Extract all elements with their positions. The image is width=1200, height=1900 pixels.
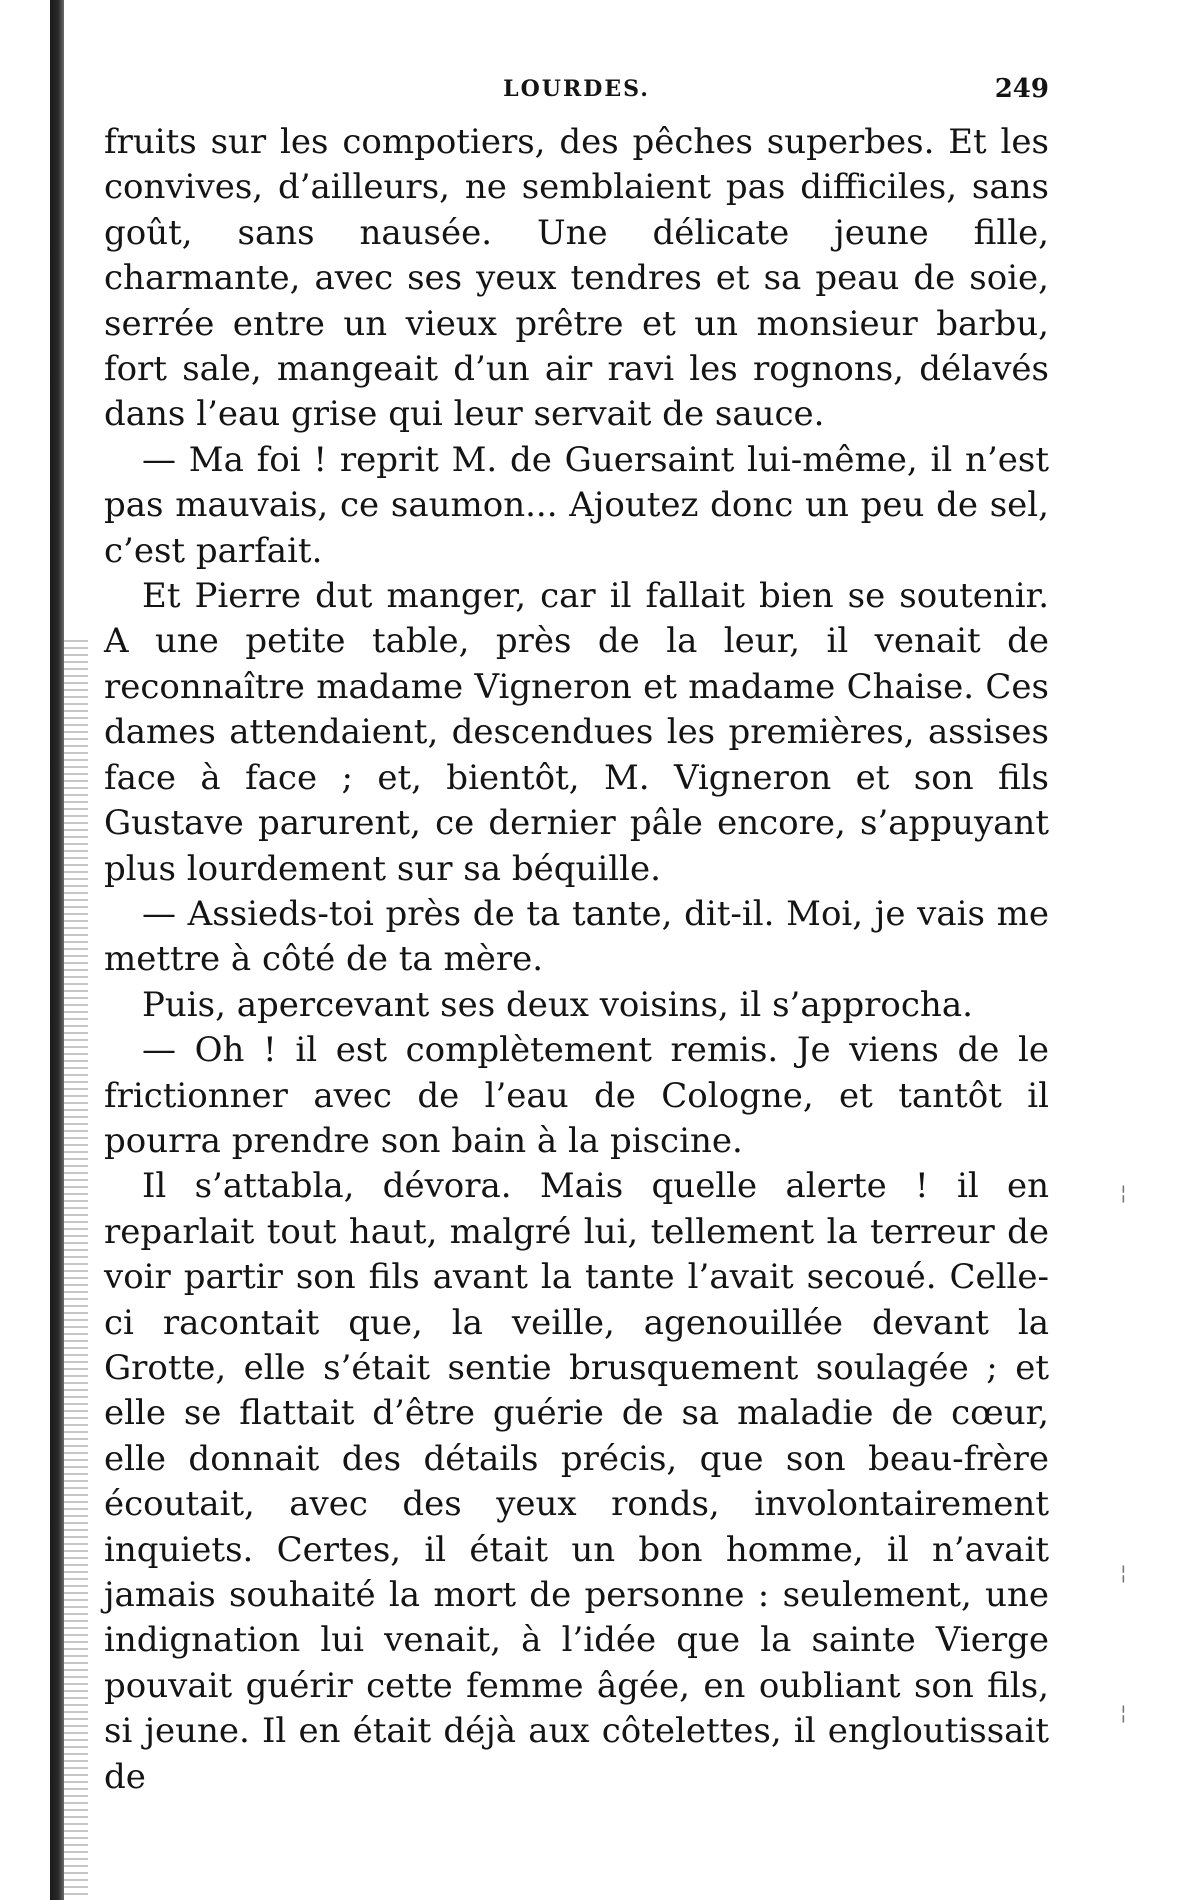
running-title: LOURDES. <box>503 76 650 102</box>
margin-speck: ¦ <box>1120 1180 1127 1204</box>
book-page <box>104 72 1049 1800</box>
page-binding-shadow <box>50 0 64 1900</box>
body-text <box>104 120 1049 1800</box>
page-number: 249 <box>994 74 1049 104</box>
paragraph-4: — Assieds-toi près de ta tante, dit-il. Moi, je vais me mettre à côté de ta mère. <box>104 893 1049 980</box>
paragraph-2: — Ma foi ! reprit M. de Guersaint lui-même, il n’est pas mauvais, ce saumon... Ajoutez donc un peu de sel, c’est parfait. <box>104 439 1049 571</box>
paragraph-1: fruits sur les compotiers, des pêches superbes. Et les convives, d’ailleurs, ne semblaient pas difficiles, sans goût, sans nausée. Une délicate jeune fille, charmante, avec ses yeux tendres et sa peau de soie, serrée entre un vieux prêtre et un monsieur barbu, fort sale, mangeait d’un air ravi les rognons, délavés dans l’eau grise qui leur servait de sauce. <box>104 122 1049 435</box>
paragraph-5: Puis, apercevant ses deux voisins, il s’approcha. <box>142 984 973 1025</box>
margin-speck: ¦ <box>1120 1560 1127 1584</box>
paragraph-3: Et Pierre dut manger, car il fallait bien se soutenir. A une petite table, près de la leur, il venait de reconnaître madame Vigneron et madame Chaise. Ces dames attendaient, descendues les premières, assises face à face ; et, bientôt, M. Vigneron et son fils Gustave parurent, ce dernier pâle encore, s’appuyant plus lourdement sur sa béquille. <box>104 576 1049 889</box>
paragraph-6: — Oh ! il est complètement remis. Je viens de le frictionner avec de l’eau de Cologne, et tantôt il pourra prendre son bain à la piscine. <box>104 1030 1049 1161</box>
running-header <box>104 72 1049 112</box>
margin-speck: ¦ <box>1120 1700 1127 1724</box>
page-edge-texture <box>64 640 88 1900</box>
paragraph-7: Il s’attabla, dévora. Mais quelle alerte ! il en reparlait tout haut, malgré lui, tellement la terreur de voir partir son fils avant la tante l’avait secoué. Celle-ci racontait que, la veille, agenouillée devant la Grotte, elle s’était sentie brusquement soulagée ; et elle se flattait d’être guérie de sa maladie de cœur, elle donnait des détails précis, que son beau-frère écoutait, avec des yeux ronds, involontairement inquiets. Certes, il était un bon homme, il n’avait jamais souhaité la mort de personne : seulement, une indignation lui venait, à l’idée que la sainte Vierge pouvait guérir cette femme âgée, en oubliant son fils, si jeune. Il en était déjà aux côtelettes, il engloutissait de <box>104 1166 1049 1797</box>
